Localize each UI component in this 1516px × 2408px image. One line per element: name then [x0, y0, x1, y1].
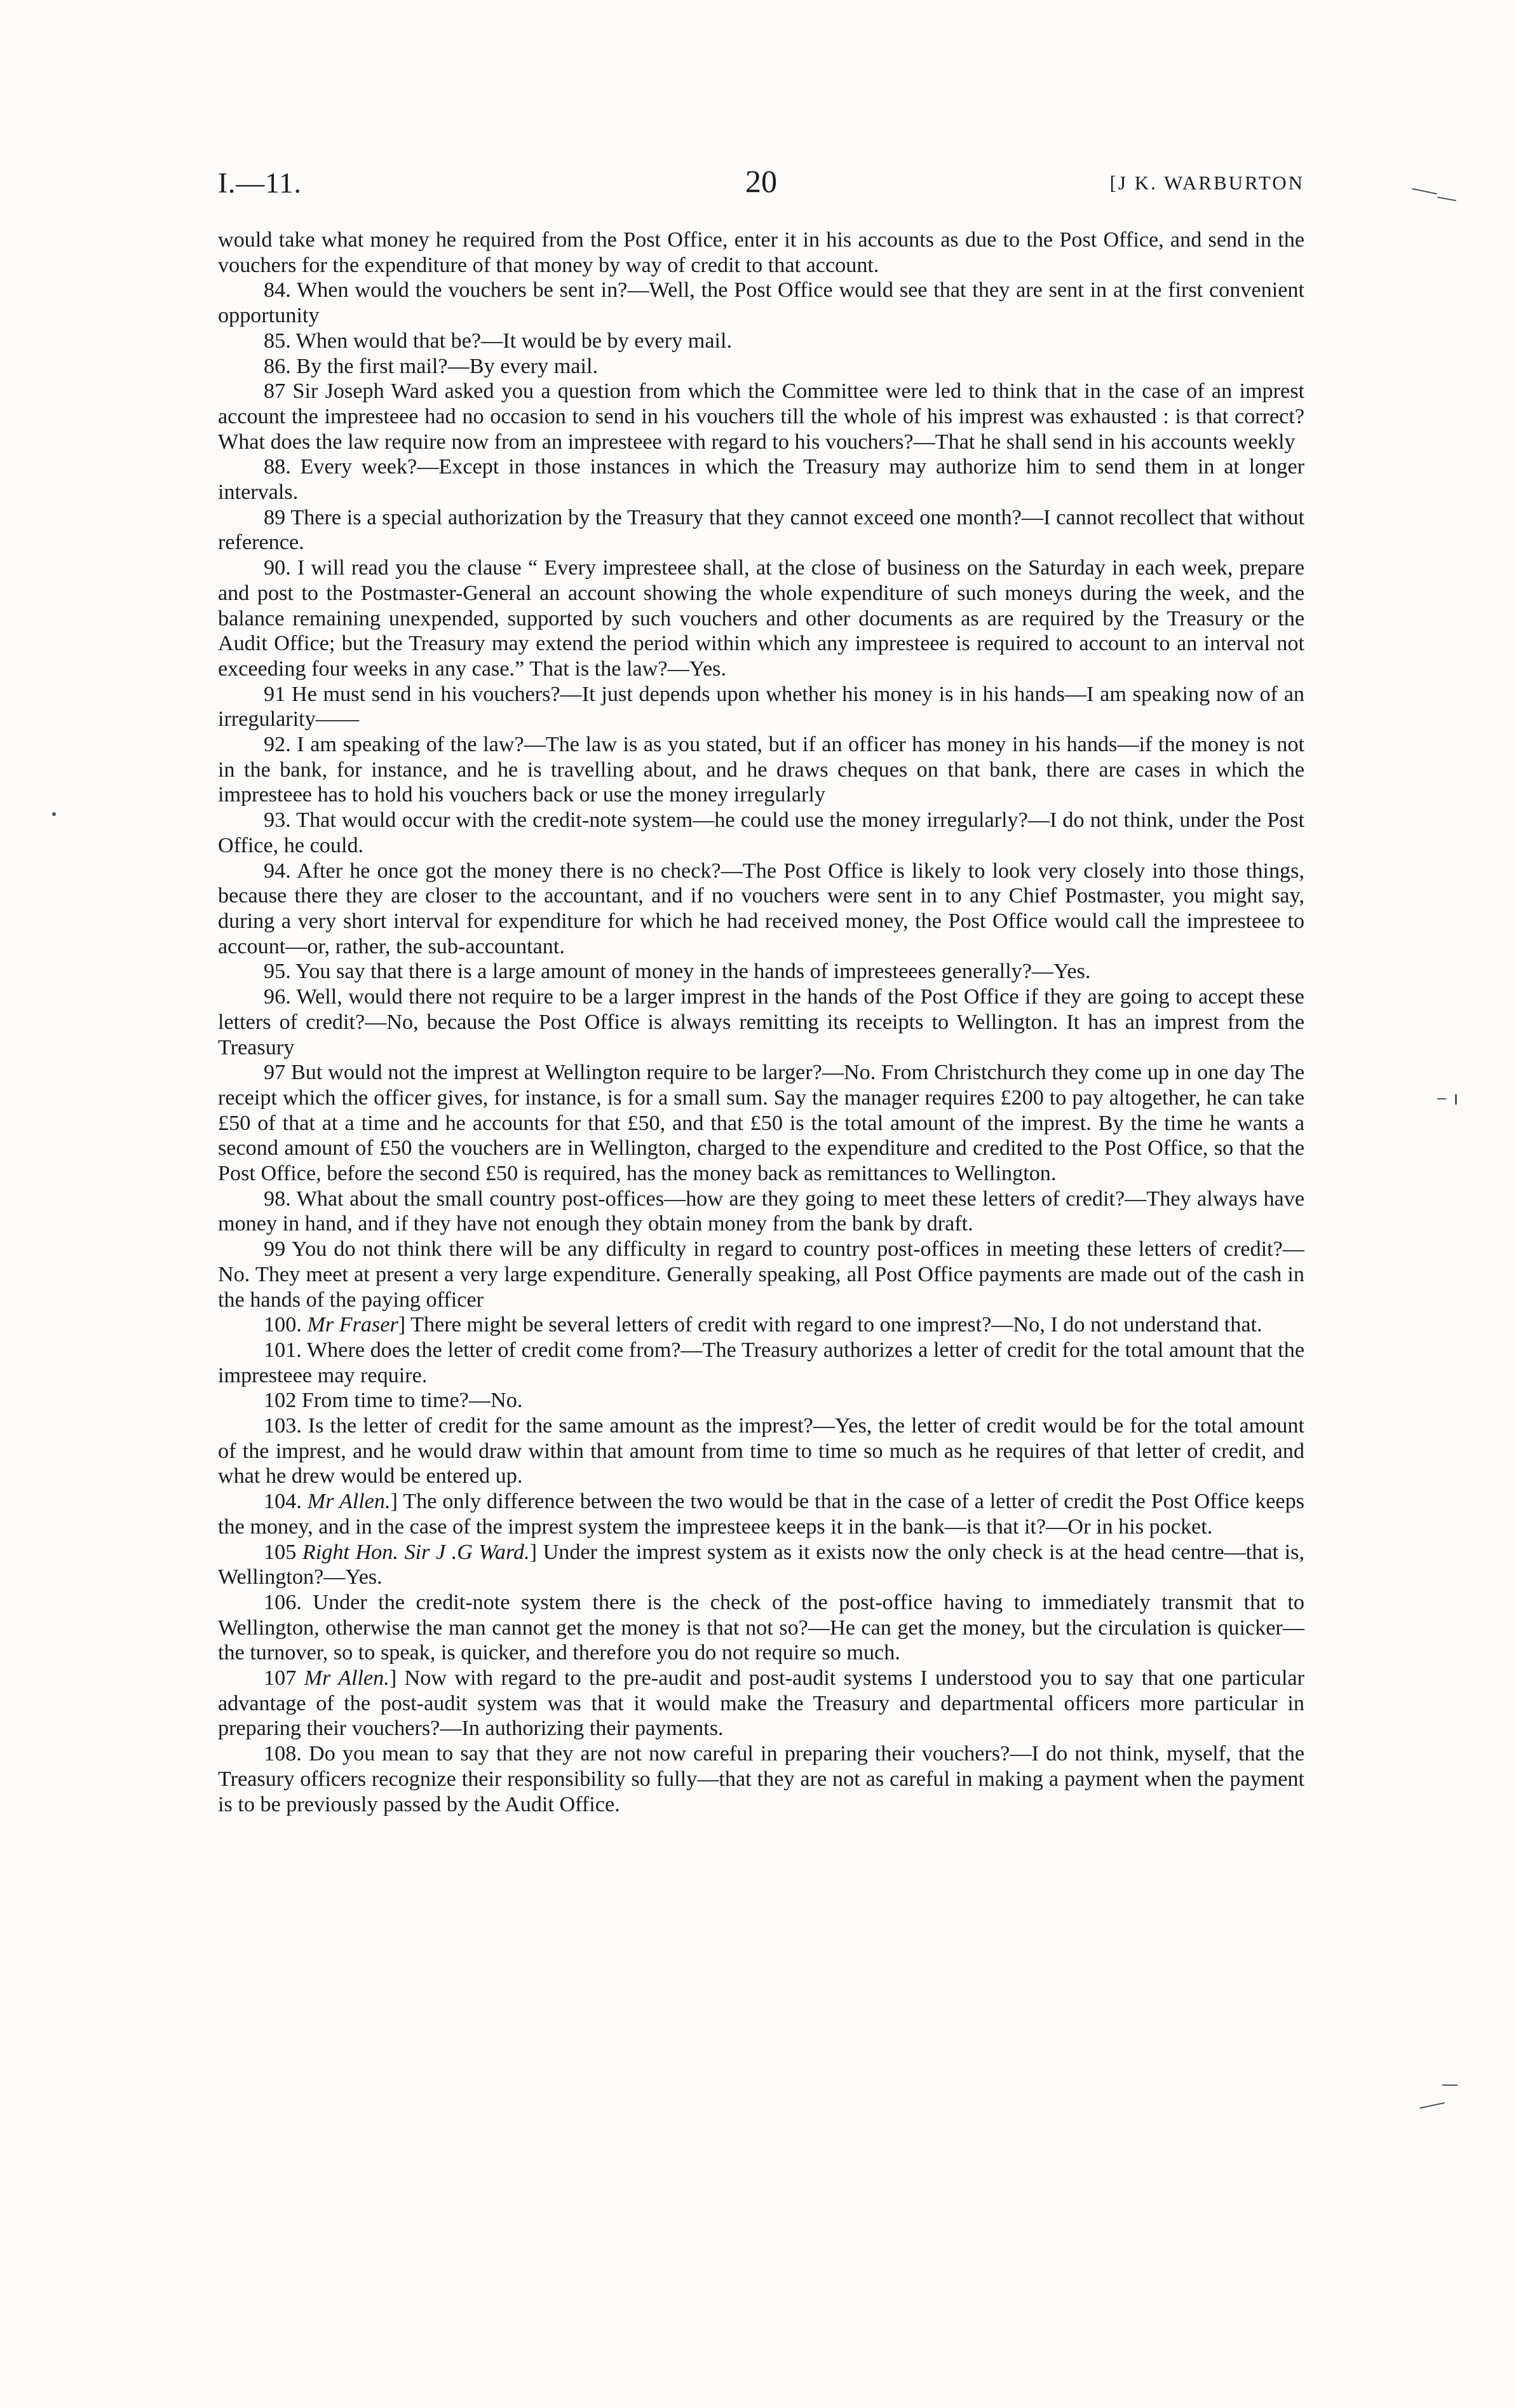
- paragraph: 85. When would that be?—It would be by every mail.: [264, 329, 733, 353]
- question-text: ] The only difference between the two would be that in the case of a letter of credit the Post Office keeps the money, and in the case of the imprest system the impresteee keeps it in the bank—is that it?—Or in his pocket.: [218, 1490, 1304, 1539]
- paragraph: 89 There is a special authorization by the Treasury that they cannot exceed one month?—I cannot recollect that without reference.: [218, 505, 1304, 555]
- paragraph: 108. Do you mean to say that they are not now careful in preparing their vouchers?—I do not think, myself, that the Treasury officers recognize their responsibility so fully—that they are not as careful in making a payment when the payment is to be previously passed by the Audit Office.: [218, 1742, 1304, 1816]
- scan-mark: [1455, 1094, 1457, 1105]
- speaker-name: Mr Fraser: [307, 1313, 398, 1337]
- scan-mark: [1412, 188, 1437, 194]
- paragraph: [218, 1489, 1304, 1539]
- scan-mark: [1437, 1098, 1446, 1099]
- question-text: ] There might be several letters of credit with regard to one imprest?—No, I do not understand that.: [398, 1313, 1262, 1337]
- paragraph: 94. After he once got the money there is no check?—The Post Office is likely to look very closely into those things, because there they are closer to the accountant, and if no vouchers were sent in to any Chief Postmaster, you might say, during a very short interval for expenditure for which he had received money, the Post Office would call the impresteee to account—or, rather, the sub-accountant.: [218, 859, 1304, 958]
- paragraph: 98. What about the small country post-offices—how are they going to meet these letters of credit?—They always have money in hand, and if they have not enough they obtain money from the bank by draft.: [218, 1187, 1304, 1236]
- paragraph: would take what money he required from the Post Office, enter it in his accounts as due to the Post Office, and send in the vouchers for the expenditure of that money by way of credit to that account.: [218, 228, 1304, 277]
- paragraph: 87 Sir Joseph Ward asked you a question from which the Committee were led to think that in the case of an imprest account the impresteee had no occasion to send in his vouchers till the whole of his imprest was exhausted : is that correct? What does the law require now from an impresteee with regard to his vouchers?—That he shall send in his accounts weekly: [218, 379, 1304, 454]
- paragraph: 97 But would not the imprest at Wellington require to be larger?—No. From Christchurch they come up in one day The receipt which the officer gives, for instance, is for a small sum. Say the manager requires £200 to pay altogether, he can take £50 of that at a time and he accounts for that £50, and that £50 is the total amount of the imprest. By the time he wants a second amount of £50 the vouchers are in Wellington, charged to the expenditure and credited to the Post Office, so that the Post Office, before the second £50 is required, has the money back as remittances to Wellington.: [218, 1061, 1304, 1186]
- paragraph: 92. I am speaking of the law?—The law is as you stated, but if an officer has money in his hands—if the money is not in the bank, for instance, and he is travelling about, and he draws cheques on that bank, there are cases in which the impresteee has to hold his vouchers back or use the money irregularly: [218, 733, 1304, 807]
- paragraph: [218, 1312, 1304, 1338]
- scan-mark: [1419, 2102, 1445, 2109]
- paragraph: 88. Every week?—Except in those instances in which the Treasury may authorize him to send them in at longer intervals.: [218, 455, 1304, 505]
- page-header: [218, 163, 1304, 205]
- speaker-name: Mr Allen.: [307, 1490, 391, 1514]
- paragraph: 84. When would the vouchers be sent in?—Well, the Post Office would see that they are sent in at the first convenient opportunity: [218, 278, 1304, 328]
- question-number: 104.: [264, 1490, 308, 1514]
- scan-mark: [1437, 196, 1456, 201]
- paragraph: 101. Where does the letter of credit come from?—The Treasury authorizes a letter of credit for the total amount that the impresteee may require.: [218, 1338, 1304, 1387]
- paragraph: 93. That would occur with the credit-note system—he could use the money irregularly?—I do not think, under the Post Office, he could.: [218, 808, 1304, 857]
- paragraph: 106. Under the credit-note system there is the check of the post-office having to immediately transmit that to Wellington, otherwise the man cannot get the money is that not so?—He can get the money, but the circulation is quicker—the turnover, so to speak, is quicker, and therefore you do not require so much.: [218, 1590, 1304, 1665]
- paragraph: 90. I will read you the clause “ Every impresteee shall, at the close of business on the Saturday in each week, prepare and post to the Postmaster-General an account showing the whole expenditure of such moneys during the week, and the balance remaining unexpended, supported by such vouchers and other documents as are required by the Treasury or the Audit Office; but the Treasury may extend the period within which any impresteee is required to account to an interval not exceeding four weeks in any case.” That is the law?—Yes.: [218, 556, 1304, 681]
- paragraph: [218, 1540, 1304, 1590]
- paragraph: 86. By the first mail?—By every mail.: [264, 354, 599, 378]
- scan-mark: [1442, 2085, 1458, 2086]
- speaker-name: Right Hon. Sir J .G Ward.: [302, 1540, 530, 1564]
- page-number: 20: [745, 163, 777, 199]
- speaker-name: Mr Allen.: [304, 1666, 389, 1690]
- question-number: 100.: [264, 1313, 308, 1337]
- paragraph: 103. Is the letter of credit for the same amount as the imprest?—Yes, the letter of credit would be for the total amount of the imprest, and he would draw within that amount from time to time so much as he requires of that letter of credit, and what he drew would be entered up.: [218, 1414, 1304, 1488]
- paragraph: 91 He must send in his vouchers?—It just depends upon whether his money is in his hands—I am speaking now of an irregularity——: [218, 682, 1304, 731]
- document-reference: I.—11.: [218, 167, 302, 199]
- scan-mark: [52, 812, 56, 816]
- question-text: ] Now with regard to the pre-audit and post-audit systems I understood you to say that one particular advantage of the post-audit system was that it would make the Treasury and departmental officers more particular in preparing their vouchers?—In authorizing their payments.: [218, 1666, 1304, 1741]
- question-number: 105: [264, 1540, 302, 1564]
- witness-name: [J K. WARBURTON: [1109, 172, 1304, 194]
- paragraph: 96. Well, would there not require to be a larger imprest in the hands of the Post Office if they are going to accept these letters of credit?—No, because the Post Office is always remitting its receipts to Wellington. It has an imprest from the Treasury: [218, 985, 1304, 1059]
- paragraph: 95. You say that there is a large amount of money in the hands of impresteees generally?—Yes.: [264, 960, 1091, 984]
- paragraph: [218, 1666, 1304, 1741]
- question-number: 107: [264, 1666, 304, 1690]
- question-text: ] Under the imprest system as it exists now the only check is at the head centre—that is, Wellington?—Yes.: [218, 1540, 1304, 1589]
- evidence-text: [218, 228, 1304, 1817]
- paragraph: 99 You do not think there will be any difficulty in regard to country post-offices in meeting these letters of credit?—No. They meet at present a very large expenditure. Generally speaking, all Post Office payments are made out of the cash in the hands of the paying officer: [218, 1237, 1304, 1312]
- paragraph: 102 From time to time?—No.: [264, 1389, 523, 1413]
